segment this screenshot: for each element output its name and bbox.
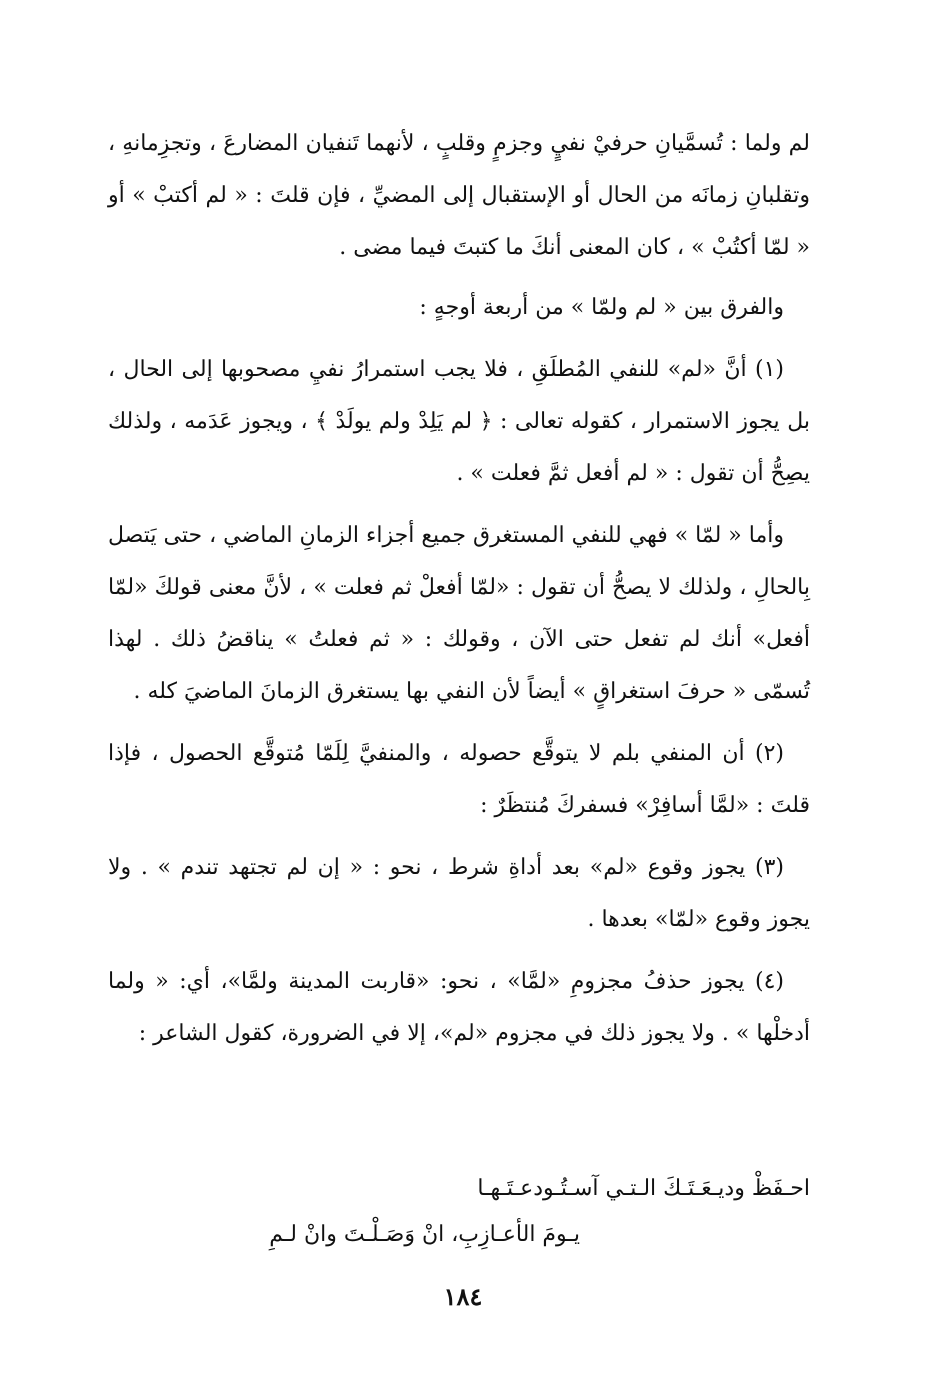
verse-second-hemistich: يـومَ الأعـازِبِ، انْ وَصَـلْـتَ وانْ لـمِ [269, 1222, 580, 1247]
verse-first-hemistich: احـفَظْ وديـعَـتَـكَ الـتـي آسـتُـودعـتَـهـا [477, 1176, 810, 1201]
point-4-paragraph: (٤) يجوز حذفُ مجزومِ «لمَّا» ، نحو: «قاربت المدينة ولمَّا»، أي: « ولما أدخلْها » . ولا يجوز ذلك في مجزوم «لم»، إلا في الضرورة، كقول الشاعر : [108, 969, 810, 1046]
poem-verse [108, 1160, 810, 1264]
main-text [108, 118, 810, 1060]
point-3-paragraph: (٣) يجوز وقوع «لم» بعد أداةِ شرط ، نحو : « إن لم تجتهد تندم » . ولا يجوز وقوع «لمّا» بعدها . [108, 855, 810, 932]
intro-paragraph: لم ولما : تُسمَّيانِ حرفيْ نفيٍ وجزمٍ وقلبٍ ، لأنهما تَنفيان المضارعَ ، وتجزِمانهِ ، وتقلبانِ زمانَه من الحال أو الإستقبال إلى المضيِّ ، فإن قلتَ : « لم أكتبْ » أو « لمّا أكتُبْ » ، كان المعنى أنكَ ما كتبتَ فيما مضى . [108, 131, 810, 260]
differences-heading: والفرق بين « لم ولمّا » من أربعة أوجهٍ : [419, 295, 784, 320]
lamma-explanation-paragraph: وأما « لمّا » فهي للنفي المستغرق جميع أجزاء الزمانِ الماضي ، حتى يَتصل بِالحالِ ، ولذلك لا يصحُّ أن تقول : «لمّا أفعلْ ثم فعلت » ، لأنَّ معنى قولكَ «لمّا أفعل» أنك لم تفعل حتى الآن ، وقولك : « ثم فعلتُ » يناقضُ ذلك . لهذا تُسمّى « حرفَ استغراقٍ » أيضاً لأن النفي بها يستغرق الزمانَ الماضيَ كله . [108, 523, 810, 704]
point-2-paragraph: (٢) أن المنفي بلم لا يتوقَّع حصوله ، والمنفيَّ لِلَمّا مُتوقَّع الحصول ، فإذا قلتَ : «لمَّا أسافِرْ» فسفركَ مُنتظَرٌ : [108, 741, 810, 818]
page-number: ١٨٤ [443, 1282, 483, 1311]
point-1-paragraph: (١) أنَّ «لم» للنفي المُطلَقِ ، فلا يجب استمرارُ نفيِ مصحوبها إلى الحال ، بل يجوز الاستمرار ، كقوله تعالى : ﴿ لم يَلِدْ ولم يولَدْ ﴾ ، ويجوز عَدَمه ، ولذلك يصِحُّ أن تقول : « لم أفعل ثمَّ فعلت » . [108, 357, 810, 486]
